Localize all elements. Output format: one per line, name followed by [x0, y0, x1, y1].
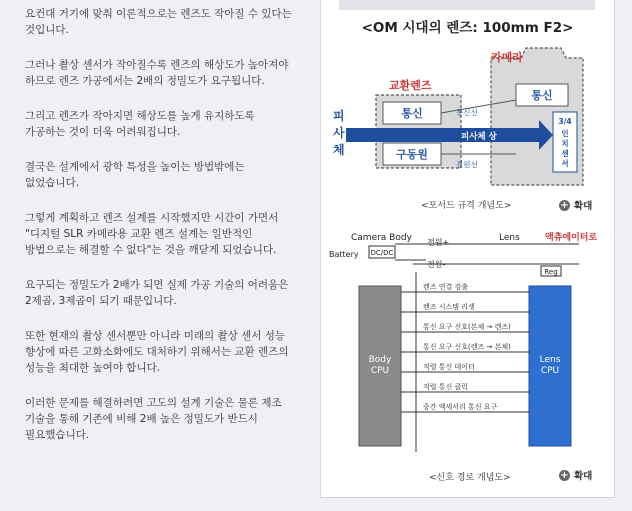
lens-comm-text: 통신: [401, 107, 423, 120]
signal-path-caption: <신호 경로 개념도>: [429, 473, 511, 483]
paragraph-3: 그리고 렌즈가 작아지면 해상도를 높게 유지하도록 가공하는 것이 더욱 어려워집니다.: [25, 110, 255, 138]
dcdc-label: DC/DC: [370, 249, 394, 257]
zoom-button-2[interactable]: [559, 468, 592, 482]
zoom-button-1[interactable]: [559, 198, 592, 212]
signal-0: 렌즈 연결 검출: [423, 283, 469, 291]
zoom-label-1: 확대: [574, 201, 593, 212]
lens-cpu-label-1: Lens: [539, 355, 561, 365]
body-cpu-label-1: Body: [368, 355, 392, 365]
signal-4: 직렬 통신 데이터: [423, 363, 475, 371]
svg-text:인: 인: [561, 129, 569, 138]
signal-1: 렌즈 시스템 리셋: [423, 303, 475, 311]
paragraph-1: 요컨대 거기에 맞춰 이론적으로는 렌즈도 작아질 수 있다는 것입니다.: [25, 8, 292, 36]
paragraph-8: 이러한 문제를 해결하려면 고도의 설계 기술은 물론 제조 기술을 통해 기존에 비해 2배 높은 정밀도가 반드시 필요했습니다.: [25, 397, 282, 441]
camera-comm-text: 통신: [531, 89, 553, 102]
comm-line-text: 통신선: [456, 108, 478, 117]
drive-text: 구동원: [396, 148, 428, 161]
lens-label-2: Lens: [499, 233, 520, 243]
svg-text:치: 치: [561, 139, 569, 148]
signal-6: 중간 액세서리 통신 요구: [423, 403, 498, 411]
subject-image-text: 피사체 상: [461, 132, 497, 142]
paragraph-4: 결국은 설계에서 광학 특성을 높이는 방법밖에는 없었습니다.: [25, 161, 245, 189]
image-placeholder-bar: [339, 0, 595, 10]
actuator-label: 액츄에이터로: [545, 233, 598, 243]
signal-2: 통신 요구 신호(본체 → 렌즈): [423, 323, 511, 331]
svg-text:서: 서: [561, 159, 569, 168]
signal-path-diagram: [321, 222, 614, 462]
plus-icon: +: [560, 199, 569, 211]
paragraph-2: 그러나 촬상 센서가 작아질수록 렌즈의 해상도가 높아져야 하므로 렌즈 가공에서는 2배의 정밀도가 요구됩니다.: [25, 59, 289, 87]
paragraph-7: 또한 현재의 촬상 센서뿐만 아니라 미래의 촬상 센서 성능 향상에 따른 고화소화에도 대처하기 위해서는 교환 렌즈의 성능을 최대한 높여야 합니다.: [25, 330, 289, 374]
battery-label: Battery: [329, 250, 359, 259]
four-thirds-diagram: [321, 40, 614, 190]
body-cpu-label-2: CPU: [370, 366, 390, 376]
subject-label-1: 피: [333, 109, 345, 123]
plus-icon: +: [560, 469, 569, 481]
reg-label: Reg: [544, 268, 558, 276]
four-thirds-caption: <포서드 규격 개념도>: [421, 201, 512, 211]
subject-label-2: 사: [333, 126, 345, 140]
power-plus-label: 전원+: [427, 238, 450, 247]
om-lens-title: <OM 시대의 렌즈: 100mm F2>: [361, 20, 574, 36]
zoom-label-2: 확대: [574, 471, 593, 482]
paragraph-5: 그렇게 계획하고 렌즈 설계를 시작했지만 시간이 가면서 "디지털 SLR 카메라용 교환 렌즈 설계는 일반적인 방법으로는 해결할 수 없다"는 것을 깨닫게 되었습니다.: [25, 212, 279, 256]
subject-label-3: 체: [333, 143, 345, 157]
signal-3: 통신 요구 신호(렌즈 → 본체): [423, 343, 511, 351]
camera-body-label: Camera Body: [351, 233, 412, 243]
camera-label: 카메라: [491, 51, 523, 64]
lens-label: 교환렌즈: [389, 79, 432, 92]
signal-5: 직렬 통신 클럭: [423, 383, 469, 391]
power-minus-label: 전원-: [427, 260, 446, 269]
power-line-text: 전원선: [456, 160, 478, 169]
lens-cpu-label-2: CPU: [540, 366, 560, 376]
diagram-panel: [320, 0, 615, 498]
svg-text:센: 센: [561, 149, 569, 158]
sensor-text: 3/4: [558, 117, 572, 126]
paragraph-6: 요구되는 정밀도가 2배가 되면 실제 가공 기술의 어려움은 2제곱, 3제곱이 되기 때문입니다.: [25, 279, 289, 307]
